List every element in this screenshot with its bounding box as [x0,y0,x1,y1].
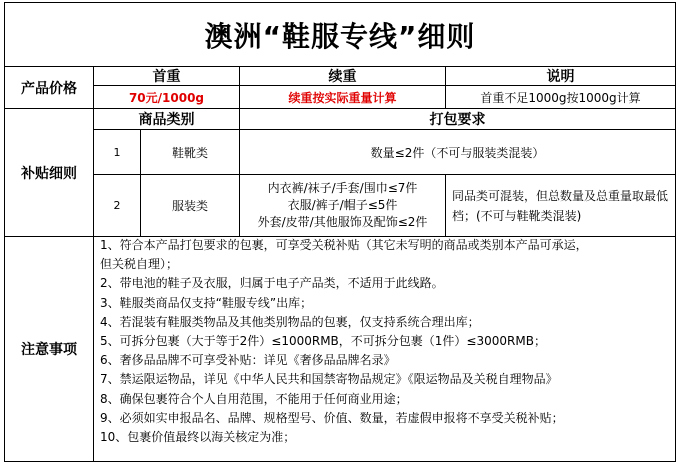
note-item: 8、确保包裹符合个人自用范围，不能用于任何商业用途； [100,391,408,406]
clothing-requirement-line: 衣服/裤子/帽子≤5件 [287,198,398,212]
category-header: 商品类别 [94,109,240,130]
note-item: 6、奢侈品品牌不可享受补贴：详见《奢侈品品牌名录》 [100,353,396,368]
notes-row-label: 注意事项 [5,237,94,461]
description-text: 首重不足1000g按1000g计算 [446,86,675,109]
clothing-requirement-line: 内衣裤/袜子/手套/围巾≤7件 [267,181,418,195]
category-index-2: 2 [94,175,141,237]
category-index-1: 1 [94,130,141,175]
shoes-requirement: 数量≤2件（不可与服装类混装） [240,130,675,175]
clothing-note: 同品类可混装，但总数量及总重量取最低档；(不可与鞋靴类混装) [446,175,675,237]
first-weight-header: 首重 [94,67,240,86]
clothing-requirement-line: 外套/皮带/其他服饰及配饰≤2件 [257,215,428,229]
note-item: 2、带电池的鞋子及衣服，归属于电子产品类，不适用于此线路。 [100,276,444,291]
packing-requirement-header: 打包要求 [240,109,675,130]
note-item: 10、包裹价值最终以海关核定为准； [100,430,296,445]
note-item: 4、若混装有鞋服类物品及其他类别物品的包裹，仅支持系统合理出库； [100,314,480,329]
additional-weight-rule: 续重按实际重量计算 [240,86,446,109]
note-item: 3、鞋服类商品仅支持“鞋服专线”出库； [100,295,313,310]
note-item: 但关税自理）； [100,257,179,272]
notes-list [94,236,672,460]
clothing-requirements [240,175,446,237]
additional-weight-header: 续重 [240,67,446,86]
note-item: 9、必须如实申报品名、品牌、规格型号、价值、数量，若虚假申报将不享受关税补贴； [100,410,564,425]
first-weight-price: 70元/1000g [94,86,240,109]
category-clothing: 服装类 [141,175,240,237]
category-shoes: 鞋靴类 [141,130,240,175]
note-item: 5、可拆分包裹（大于等于2件）≤1000RMB，不可拆分包裹（1件）≤3000RMB； [100,334,546,349]
note-item: 1、符合本产品打包要求的包裹，可享受关税补贴（其它未写明的商品或类别本产品可承运， [100,238,588,252]
note-item: 7、禁运限运物品，详见《中华人民共和国禁寄物品规定》《限运物品及关税自理物品》 [100,372,558,387]
page-title: 澳洲“鞋服专线”细则 [5,3,675,67]
description-header: 说明 [446,67,675,86]
price-row-label: 产品价格 [5,67,94,109]
subsidy-row-label: 补贴细则 [5,109,94,237]
